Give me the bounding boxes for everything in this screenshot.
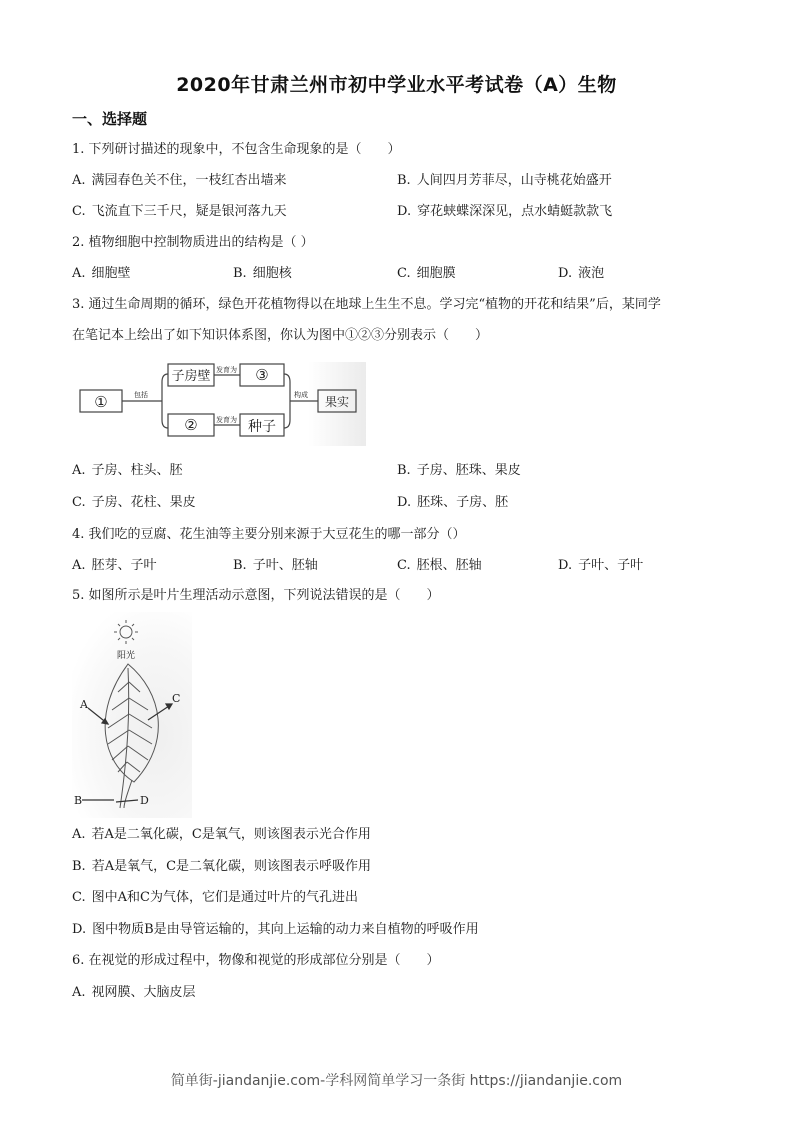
option-text: 人间四月芳菲尽，山寺桃花始盛开 [416,173,612,188]
diagram-fruit: 果实 [324,395,350,409]
option-text: 图中A和C为气体，它们是通过叶片的气孔进出 [91,890,358,905]
option-key: A. [72,173,86,188]
question-4-stem: 4. 我们吃的豆腐、花生油等主要分别来源于大豆花生的哪一部分（） [72,527,466,542]
question-3-stem-line1: 3. 通过生命周期的循环，绿色开花植物得以在地球上生生不息。学习完“植物的开花和结果”后，某同学 [72,297,661,312]
option-text: 子房、柱头、胚 [91,463,183,478]
question-4-option-d [558,557,643,575]
option-text: 细胞壁 [91,266,131,281]
question-1-option-d [397,203,612,221]
leaf-icon [105,664,158,808]
option-text: 胚根、胚轴 [416,558,482,573]
option-text: 图中物质B是由导管运输的，其向上运输的动力来自植物的呼吸作用 [92,922,479,937]
option-text: 满园春色关不住，一枝红杏出墙来 [91,173,287,188]
option-key: D. [397,495,412,510]
question-2-option-b [233,265,292,283]
option-key: D. [558,558,573,573]
option-key: A. [72,463,86,478]
diagram-ovary-wall: 子房壁 [171,369,211,384]
diagram-box-1: ① [94,393,108,411]
option-key: C. [397,558,411,573]
question-1-option-b [397,172,612,190]
question-4-option-c [397,557,482,575]
option-text: 若A是氧气，C是二氧化碳，则该图表示呼吸作用 [91,859,372,874]
diagram-label-develop-1: 发育为 [216,366,237,374]
diagram-box-3: ③ [255,366,269,384]
option-text: 子房、花柱、果皮 [91,495,196,510]
question-3-option-b [397,462,521,480]
question-4-option-a [72,557,157,575]
section-heading: 一、选择题 [72,110,148,128]
question-5-option-c [72,889,358,907]
option-key: C. [397,266,411,281]
diagram-label-form: 构成 [294,391,308,399]
question-2-option-d [558,265,604,283]
option-key: C. [72,890,86,905]
diagram-label-include: 包括 [134,391,148,399]
label-c: C [172,692,181,705]
option-key: B. [72,859,86,874]
sun-icon [114,620,138,644]
option-text: 细胞膜 [416,266,456,281]
sunlight-label: 阳光 [116,651,136,661]
option-text: 液泡 [578,266,605,281]
label-a: A [80,698,88,711]
question-2-option-c [397,265,456,283]
question-5-option-d [72,921,479,939]
option-key: D. [397,204,412,219]
question-6-option-a [72,984,196,1002]
diagram-seed: 种子 [248,419,276,435]
diagram-label-develop-2: 发育为 [216,416,237,424]
question-5-stem: 5. 如图所示是叶片生理活动示意图，下列说法错误的是（ ） [72,588,440,603]
question-1-stem: 1. 下列研讨描述的现象中，不包含生命现象的是（ ） [72,142,401,157]
footer-watermark: 简单街-jiandanjie.com-学科网简单学习一条街 https://jiandanjie.com [170,1073,623,1089]
option-key: B. [233,266,247,281]
diagram-box-2: ② [184,416,198,434]
option-key: B. [233,558,247,573]
option-key: C. [72,204,86,219]
question-3-option-d [397,494,508,512]
leaf-physiology-diagram [72,612,192,818]
option-key: A. [72,827,86,842]
option-key: C. [72,495,86,510]
option-text: 子叶、胚轴 [252,558,318,573]
option-text: 子房、胚珠、果皮 [416,463,521,478]
question-5-option-b [72,858,371,876]
option-key: B. [397,173,411,188]
option-key: A. [72,558,86,573]
question-1-option-a [72,172,287,190]
option-key: A. [72,266,86,281]
option-text: 胚珠、子房、胚 [417,495,509,510]
option-text: 胚芽、子叶 [91,558,157,573]
option-text: 穿花蛱蝶深深见，点水蜻蜓款款飞 [417,204,613,219]
question-1-option-c [72,203,287,221]
label-b: B [74,794,83,807]
option-text: 视网膜、大脑皮层 [91,985,196,1000]
question-3-option-c [72,494,196,512]
question-6-stem: 6. 在视觉的形成过程中，物像和视觉的形成部位分别是（ ） [72,953,440,968]
question-3-stem-line2: 在笔记本上绘出了如下知识体系图，你认为图中①②③分别表示（ ） [72,328,489,343]
option-text: 细胞核 [252,266,292,281]
option-key: B. [397,463,411,478]
question-5-option-a [72,826,371,844]
option-text: 子叶、子叶 [578,558,644,573]
option-key: D. [558,266,573,281]
option-key: A. [72,985,86,1000]
option-text: 飞流直下三千尺，疑是银河落九天 [91,204,287,219]
question-3-option-a [72,462,183,480]
label-d: D [140,794,149,807]
question-4-option-b [233,557,318,575]
question-2-stem: 2. 植物细胞中控制物质进出的结构是（ ） [72,235,314,250]
option-key: D. [72,922,87,937]
question-2-option-a [72,265,131,283]
option-text: 若A是二氧化碳，C是氧气，则该图表示光合作用 [91,827,371,842]
page-title: 2020年甘肃兰州市初中学业水平考试卷（A）生物 [176,74,617,96]
flower-fruit-concept-diagram [76,362,366,446]
